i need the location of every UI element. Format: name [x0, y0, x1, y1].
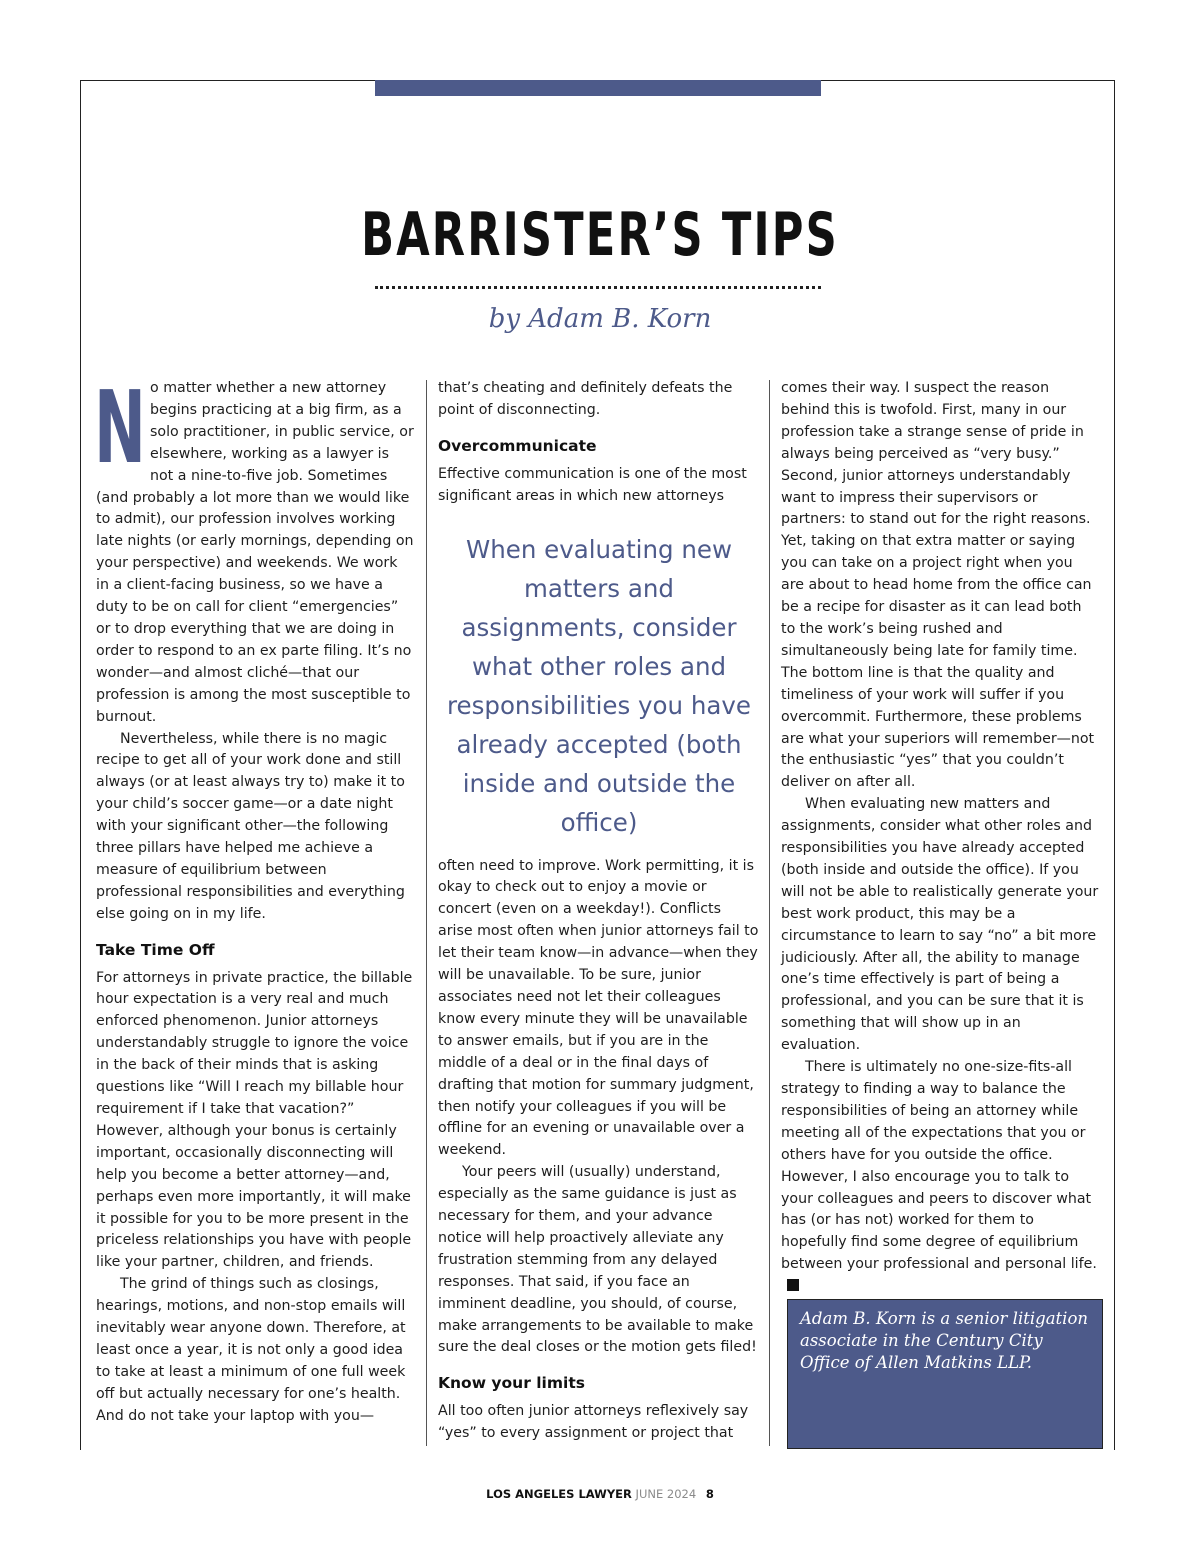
paragraph: Your peers will (usually) understand, especially as the same guidance is just as necessary for them, and your advance notice will help proactively alleviate any frustration stemming from any delayed responses. That said, if you face an imminent deadline, you should, of course, make arrangements to be available to make sure the deal closes or the motion gets filed!: [438, 1164, 757, 1356]
paragraph: Nevertheless, while there is no magic recipe to get all of your work done and still always (or at least always try to) make it to your child’s soccer game—or a date night with your significant other—the following three pillars have helped me achieve a measure of equilibrium between professional responsibilities and everything else going on in my life.: [96, 730, 405, 922]
section-heading-know-your-limits: Know your limits: [438, 1374, 585, 1393]
drop-cap: N: [94, 369, 146, 486]
article-column-2: [438, 378, 760, 1445]
top-accent-bar: [375, 80, 821, 96]
paragraph: For attorneys in private practice, the billable hour expectation is a very real and much enforced phenomenon. Junior attorneys understandably struggle to ignore the voice in the back of their minds that is asking questions like “Will I reach my billable hour requirement if I take that vacation?” However, although your bonus is certainly important, occasionally disconnecting will help you become a better attorney—and, perhaps even more importantly, it will make it possible for you to be more present in the priceless relationships you have with people like your partner, children, and friends.: [96, 969, 413, 1271]
section-heading-take-time-off: Take Time Off: [96, 940, 215, 959]
article-column-1: [94, 369, 414, 1428]
closing-paragraph: [781, 1057, 1099, 1298]
author-bio-box: [787, 1299, 1103, 1449]
paragraph: that’s cheating and definitely defeats the point of disconnecting.: [438, 380, 733, 418]
magazine-name: LOS ANGELES LAWYER: [486, 1487, 632, 1501]
issue-date: JUNE 2024: [635, 1487, 697, 1501]
page-footer: [0, 1487, 1200, 1501]
paragraph-text: o matter whether a new attorney begins practicing at a big firm, as a solo practitioner, in public service, or elsewhere, working as a lawyer is not a nine-to-five job. Sometimes (and probably a lot more than we would like to admit), our profession involves working late nights (or early mornings, depending on your perspective) and weekends. We work in a client-facing business, so we have a duty to be on call for client “emergencies” or to drop everything that we are doing in order to respond to an ex parte filing. It’s no wonder—and almost cliché—that our profession is among the most susceptible to burnout.: [96, 380, 414, 725]
column-divider-1: [426, 380, 427, 1446]
paragraph: Effective communication is one of the most significant areas in which new attorneys: [438, 465, 747, 504]
column-title: BARRISTER’S TIPS: [361, 200, 839, 270]
pull-quote: When evaluating new matters and assignments, consider what other roles and responsibilities you have already accepted (both inside and outside the office): [447, 534, 751, 837]
paragraph: often need to improve. Work permitting, it is okay to check out to enjoy a movie or concert (even on a weekday!). Conflicts arise most often when junior attorneys fail to let their team know—in advance—when they will be unavailable. To be sure, junior associates need not let their colleagues know every minute they will be unavailable to answer emails, but if you are in the middle of a deal or in the final days of drafting that motion for summary judgment, then notify your colleagues if you will be offline for an evening or unavailable over a weekend.: [438, 857, 759, 1159]
article-column-3: [781, 378, 1099, 1298]
byline: by Adam B. Korn: [488, 304, 712, 334]
section-heading-overcommunicate: Overcommunicate: [438, 436, 597, 455]
author-bio: Adam B. Korn is a senior litigation associate in the Century City Office of Allen Matkins LLP.: [800, 1309, 1089, 1372]
paragraph-text: There is ultimately no one-size-fits-all strategy to finding a way to balance the responsibilities of being an attorney while meeting all of the expectations that you or others have for you outside the office. However, I also encourage you to talk to your colleagues and peers to discover what has (or has not) worked for them to hopefully find some degree of equilibrium between your professional and personal life.: [781, 1059, 1097, 1273]
title-dotted-rule: [375, 286, 821, 289]
paragraph: All too often junior attorneys reflexively say “yes” to every assignment or project that: [438, 1403, 749, 1442]
page-number: 8: [705, 1487, 714, 1501]
paragraph: comes their way. I suspect the reason behind this is twofold. First, many in our profession take a strange sense of pride in always being perceived as “very busy.” Second, junior attorneys understandably want to impress their supervisors or partners: to stand out for the right reasons. Yet, taking on that extra matter or saying you can take on a project right when you are about to head home from the office can be a recipe for disaster as it can lead both to the work’s being rushed and simultaneously being late for family time. The bottom line is that the quality and timeliness of your work will suffer if you overcommit. Furthermore, these problems are what your superiors will remember—not the enthusiastic “yes” that you couldn’t deliver on after all.: [781, 380, 1095, 791]
column-divider-2: [769, 380, 770, 1446]
end-mark-icon: [787, 1279, 799, 1291]
intro-paragraph: [94, 369, 414, 729]
paragraph: When evaluating new matters and assignments, consider what other roles and responsibilities you have already accepted (both inside and outside the office). If you will not be able to realistically generate your best work product, this may be a circumstance to learn to say “no” a bit more judiciously. After all, the ability to manage one’s time effectively is part of being a professional, and you can be sure that it is something that will show up in an evaluation.: [781, 796, 1099, 1054]
paragraph: The grind of things such as closings, hearings, motions, and non-stop emails will inevitably wear anyone down. Therefore, at least once a year, it is not only a good idea to take at least a minimum of one full week off but actually necessary for one’s health. And do not take your laptop with you—: [96, 1276, 406, 1424]
